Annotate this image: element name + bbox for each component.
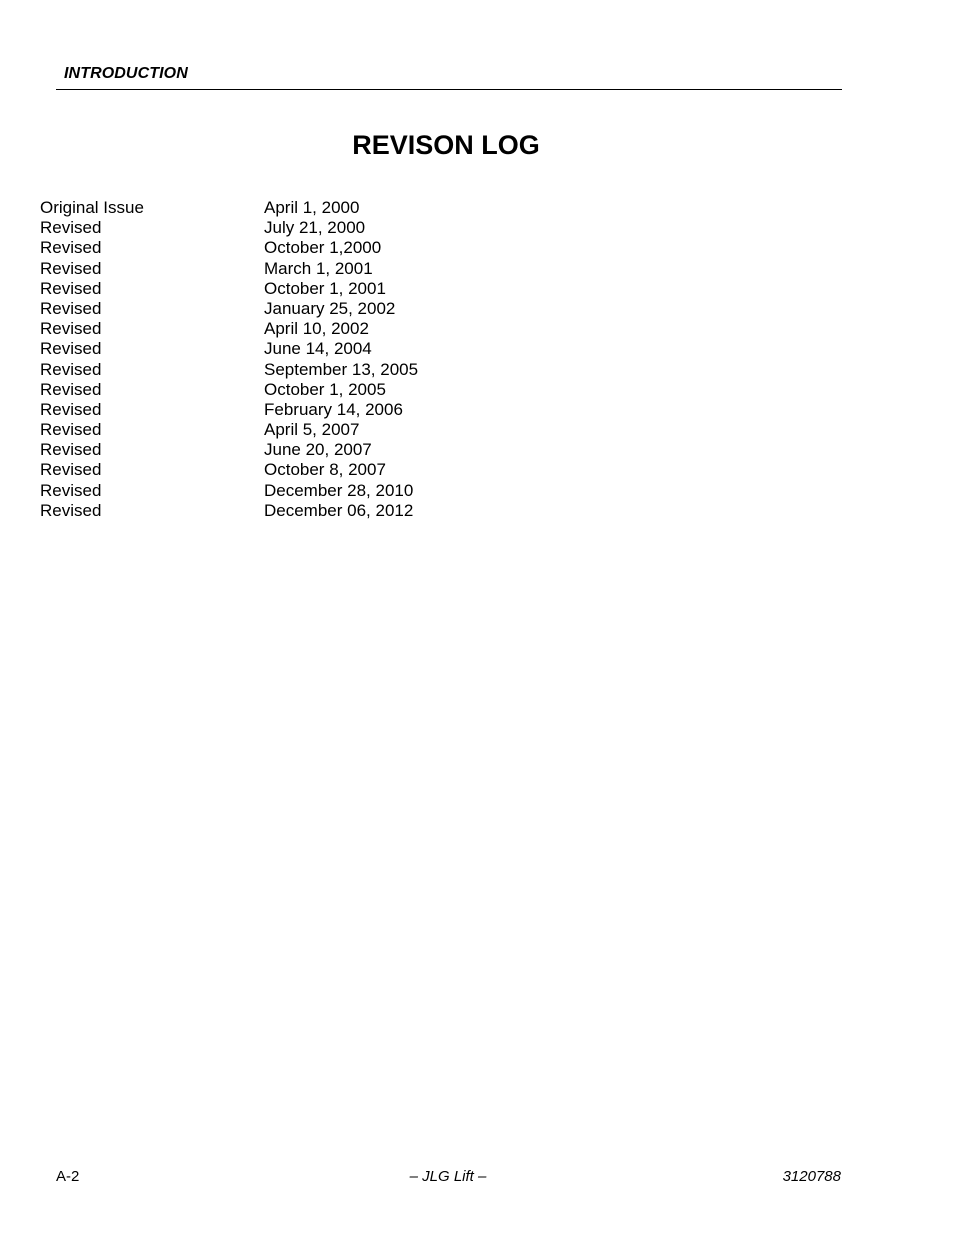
header-divider <box>56 89 842 90</box>
revision-row <box>40 380 564 400</box>
revision-type: Revised <box>40 238 102 258</box>
revision-row <box>40 299 564 319</box>
revision-date: December 28, 2010 <box>264 480 414 500</box>
revision-row <box>40 400 564 420</box>
revision-row <box>40 339 564 359</box>
revision-type: Revised <box>40 460 102 480</box>
revision-type: Revised <box>40 420 102 440</box>
revision-type: Revised <box>40 258 102 278</box>
revision-type: Revised <box>40 278 102 298</box>
revision-type: Revised <box>40 480 102 500</box>
revision-row <box>40 238 564 258</box>
revision-date: October 8, 2007 <box>264 460 386 480</box>
revision-log-table <box>40 198 564 521</box>
section-header: INTRODUCTION <box>64 65 188 82</box>
revision-row <box>40 218 564 238</box>
revision-type: Revised <box>40 319 102 339</box>
revision-date: March 1, 2001 <box>264 258 373 278</box>
revision-date: September 13, 2005 <box>264 359 419 379</box>
revision-row <box>40 460 564 480</box>
footer-doc-number: 3120788 <box>782 1168 841 1185</box>
revision-row <box>40 319 564 339</box>
revision-type: Revised <box>40 399 102 419</box>
revision-row <box>40 360 564 380</box>
revision-type: Original Issue <box>40 198 144 217</box>
revision-row <box>40 481 564 501</box>
revision-type: Revised <box>40 298 102 318</box>
revision-row <box>40 198 564 218</box>
revision-type: Revised <box>40 339 102 359</box>
revision-date: June 20, 2007 <box>264 440 372 460</box>
revision-date: February 14, 2006 <box>264 399 403 419</box>
revision-date: April 10, 2002 <box>264 319 369 339</box>
revision-row <box>40 259 564 279</box>
footer-publisher: – JLG Lift – <box>409 1168 487 1185</box>
revision-date: December 06, 2012 <box>264 500 414 520</box>
revision-row <box>40 501 564 521</box>
revision-date: June 14, 2004 <box>264 339 372 359</box>
revision-date: January 25, 2002 <box>264 298 396 318</box>
revision-row <box>40 440 564 460</box>
revision-row <box>40 420 564 440</box>
revision-type: Revised <box>40 218 102 238</box>
revision-date: April 5, 2007 <box>264 420 360 440</box>
page-title: REVISON LOG <box>352 130 540 160</box>
revision-type: Revised <box>40 440 102 460</box>
revision-date: October 1,2000 <box>264 238 382 258</box>
revision-row <box>40 279 564 299</box>
revision-date: April 1, 2000 <box>264 198 360 217</box>
revision-date: October 1, 2001 <box>264 278 386 298</box>
revision-type: Revised <box>40 500 102 520</box>
footer-page-number: A-2 <box>56 1168 80 1185</box>
revision-type: Revised <box>40 359 102 379</box>
revision-date: July 21, 2000 <box>264 218 366 238</box>
revision-type: Revised <box>40 379 102 399</box>
revision-date: October 1, 2005 <box>264 379 386 399</box>
